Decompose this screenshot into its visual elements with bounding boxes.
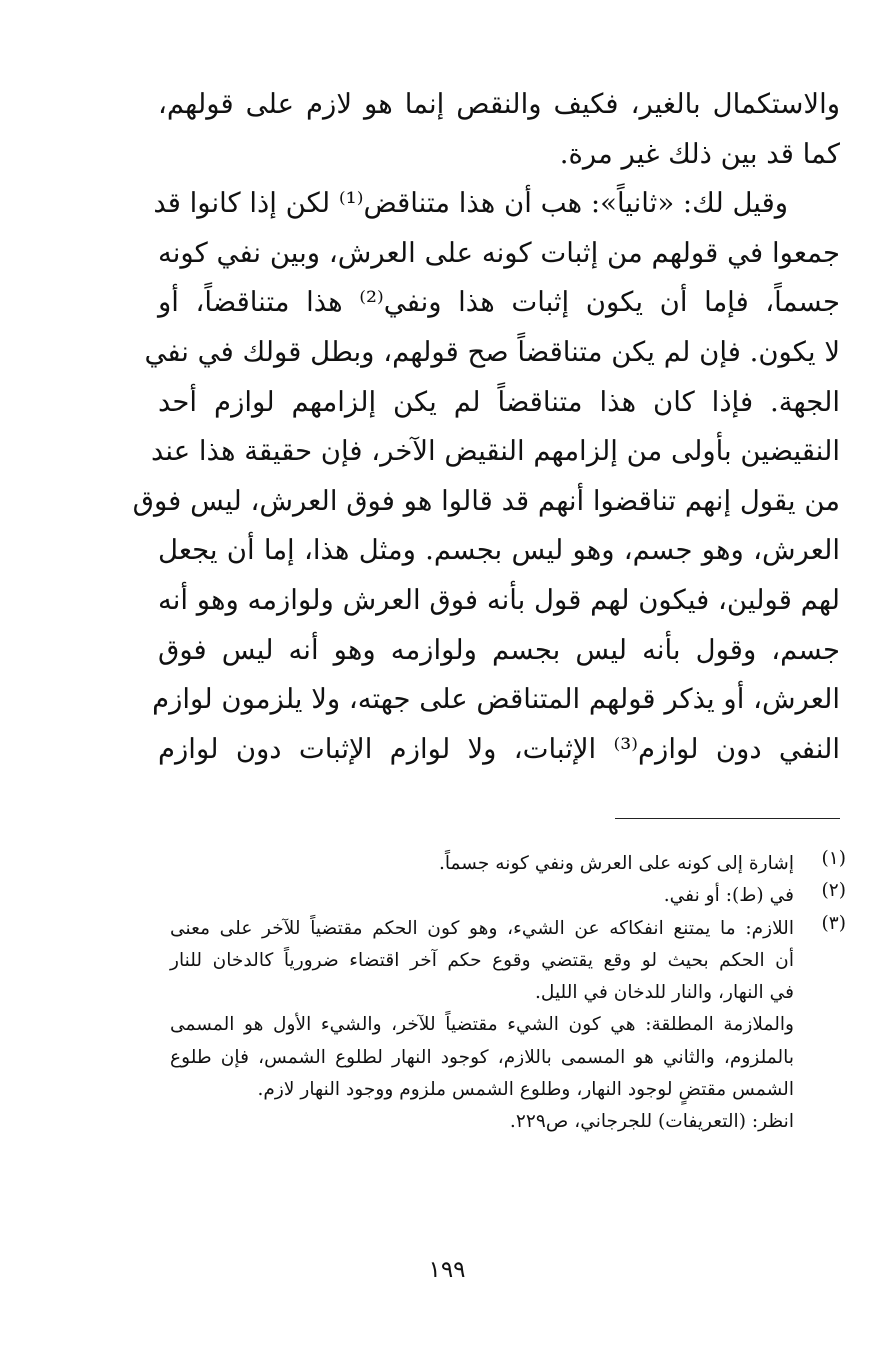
text-line: العرش، أو يذكر قولهم المتناقض على جهته، ولا يلزمون لوازم (152, 683, 840, 716)
text-line: النقيضين بأولى من إلزامهم النقيض الآخر، فإن حقيقة هذا عند (151, 435, 840, 468)
text-line: الجهة. فإذا كان هذا متناقضاً لم يكن إلزامهم لوازم أحد (158, 385, 840, 418)
footnote-line: الشمس مقتضٍ لوجود النهار، وطلوع الشمس ملزوم ووجود النهار لازم. (257, 1079, 794, 1101)
text-line: جسم، وقول بأنه ليس بجسم ولوازمه وهو أنه ليس فوق (158, 633, 840, 666)
footnote-separator (615, 818, 840, 819)
footnote-2 (170, 880, 846, 912)
footnote-line: انظر: (التعريفات) للجرجاني، ص٢٢٩. (509, 1111, 794, 1133)
footnote-number: (٢) (821, 880, 846, 902)
footnote-line: إشارة إلى كونه على العرش ونفي كونه جسماً. (438, 853, 794, 874)
footnote-number: (٣) (821, 912, 846, 934)
text-line: لهم قولين، فيكون لهم قول بأنه فوق العرش ولوازمه وهو أنه (158, 583, 840, 616)
footnote-line: في النهار، والنار للدخان في الليل. (534, 982, 794, 1004)
footnote-line: أن الحكم بحيث لو وقع يقتضي وقوع حكم آخر اقتضاء ضرورياً كالدخان للنار (170, 949, 794, 971)
footnote-3 (170, 913, 846, 1139)
text-line: لا يكون. فإن لم يكن متناقضاً صح قولهم، وبطل قولك في نفي (144, 335, 840, 368)
page-number: ١٩٩ (428, 1257, 466, 1283)
text-line: من يقول إنهم تناقضوا أنهم قد قالوا هو فوق العرش، ليس فوق (132, 484, 840, 517)
footnote-line: في (ط): أو نفي. (663, 885, 794, 907)
footnotes (170, 848, 846, 1139)
text-line: جمعوا في قولهم من إثبات كونه على العرش، وبين نفي كونه (158, 236, 840, 269)
text-line: العرش، وهو جسم، وهو ليس بجسم. ومثل هذا، إما أن يجعل (158, 534, 840, 567)
text-line: كما قد بين ذلك غير مرة. (559, 137, 840, 170)
text-line: وقيل لك: «ثانياً»: هب أن هذا متناقض⁽¹⁾ لكن إذا كانوا قد (153, 187, 788, 220)
footnote-line: بالملزوم، والثاني هو المسمى باللازم، كوجود النهار لطلوع الشمس، فإن طلوع (170, 1046, 794, 1068)
text-line: النفي دون لوازم⁽³⁾ الإثبات، ولا لوازم الإثبات دون لوازم (158, 732, 841, 765)
footnote-1 (170, 848, 846, 880)
text-line: والاستكمال بالغير، فكيف والنقص إنما هو لازم على قولهم، (158, 88, 840, 120)
footnote-number: (١) (821, 848, 846, 869)
text-line: جسماً، فإما أن يكون إثبات هذا ونفي⁽²⁾ هذا متناقضاً، أو (158, 286, 840, 319)
footnote-line: اللازم: ما يمتنع انفكاكه عن الشيء، وهو كون الحكم مقتضياً للآخر على معنى (170, 917, 794, 939)
footnote-line: والملازمة المطلقة: هي كون الشيء مقتضياً للآخر، والشيء الأول هو المسمى (170, 1014, 794, 1036)
main-text (132, 80, 841, 774)
